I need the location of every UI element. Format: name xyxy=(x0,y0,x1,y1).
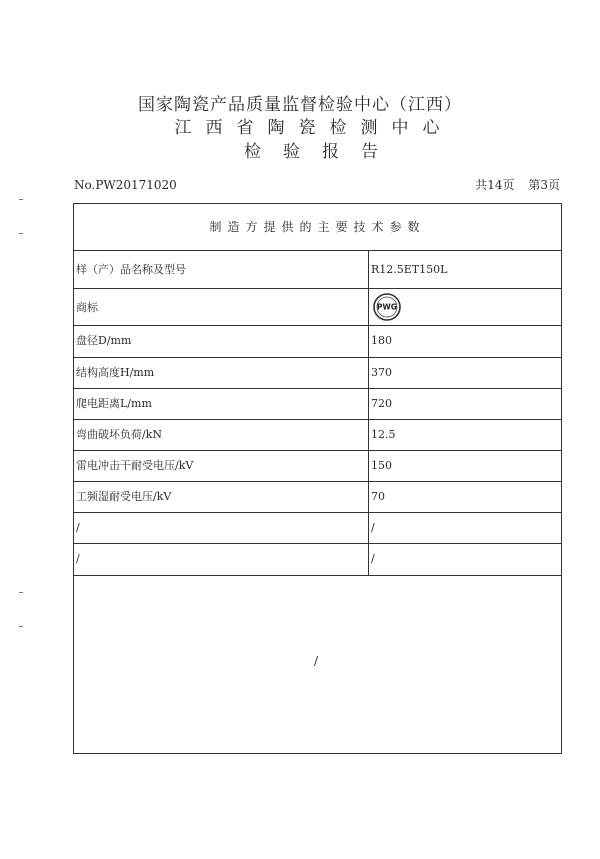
table-row xyxy=(74,326,561,358)
current-page: 第3页 xyxy=(528,178,560,192)
param-label: 爬电距离L/mm xyxy=(74,389,369,419)
table-title: 制造方提供的主要技术参数 xyxy=(74,204,561,251)
param-label: 雷电冲击干耐受电压/kV xyxy=(74,451,369,481)
param-value: 370 xyxy=(371,366,392,379)
table-row xyxy=(74,358,561,389)
scan-mark xyxy=(19,626,23,627)
scan-mark xyxy=(19,233,23,234)
table-row xyxy=(74,420,561,451)
table-row xyxy=(74,544,561,576)
table-row xyxy=(74,513,561,544)
param-label: 商标 xyxy=(74,289,369,325)
parameters-table xyxy=(73,203,562,754)
table-row xyxy=(74,482,561,513)
page-info xyxy=(465,178,560,192)
param-value: 720 xyxy=(371,397,392,410)
report-number: No.PW20171020 xyxy=(74,178,177,192)
param-label: 结构高度H/mm xyxy=(74,358,369,388)
header-center-name: 国家陶瓷产品质量监督检验中心（江西） xyxy=(138,95,462,115)
report-title: 检验报告 xyxy=(244,142,400,162)
logo-text: PWG xyxy=(377,302,397,312)
param-label: 盘径D/mm xyxy=(74,326,369,357)
header-center-subname: 江西省陶瓷检测中心 xyxy=(174,118,454,138)
param-label: 弯曲破坏负荷/kN xyxy=(74,420,369,450)
param-value: / xyxy=(371,521,375,534)
trademark-cell xyxy=(369,289,561,325)
total-pages: 共14页 xyxy=(475,178,515,192)
table-row xyxy=(74,289,561,326)
table-row xyxy=(74,451,561,482)
param-value: 70 xyxy=(371,490,385,503)
param-value: / xyxy=(371,552,375,565)
pwg-logo-icon xyxy=(372,292,402,322)
table-row xyxy=(74,251,561,289)
param-label: 样（产）品名称及型号 xyxy=(74,251,369,288)
param-label: 工频湿耐受电压/kV xyxy=(74,482,369,512)
param-value: 150 xyxy=(371,459,392,472)
param-value: 12.5 xyxy=(371,428,396,441)
blank-section xyxy=(74,576,561,774)
param-label: / xyxy=(74,544,369,575)
blank-mark: / xyxy=(314,654,319,668)
param-value: R12.5ET150L xyxy=(371,263,448,276)
param-value: 180 xyxy=(371,334,392,347)
scan-mark xyxy=(19,592,23,593)
param-label: / xyxy=(74,513,369,543)
scan-mark xyxy=(19,199,23,200)
table-row xyxy=(74,389,561,420)
